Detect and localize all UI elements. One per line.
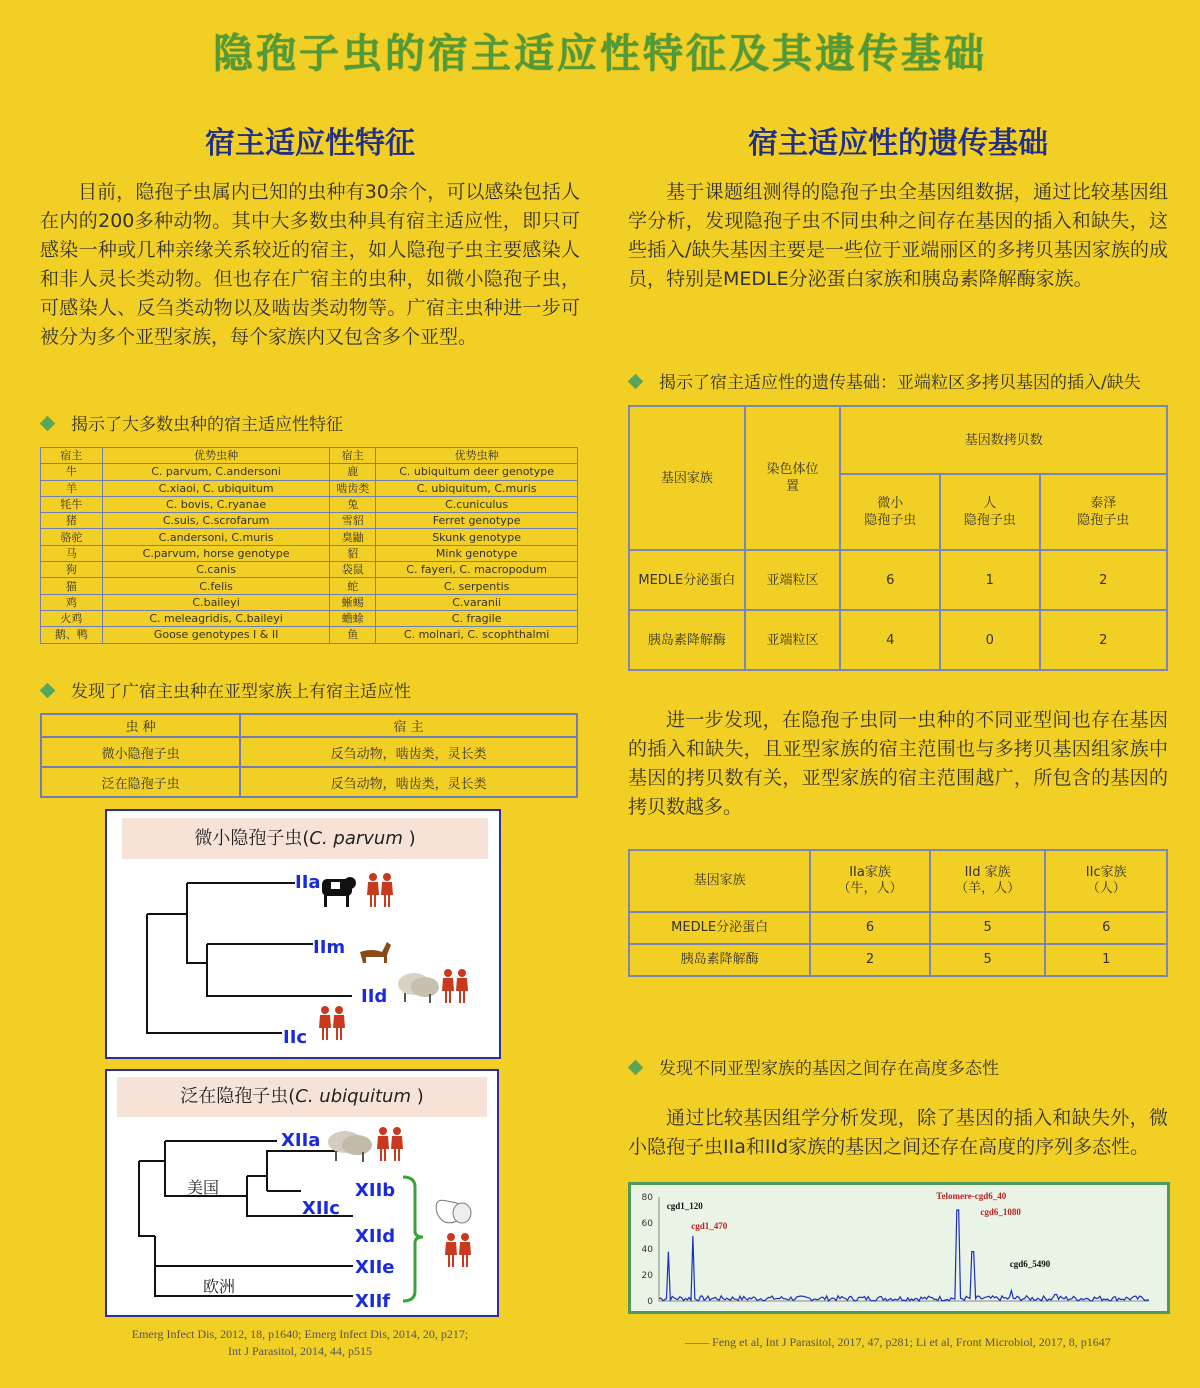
- table-cell: C. parvum, C.andersoni: [102, 464, 330, 480]
- table-row: [41, 627, 578, 643]
- table-cell: 啮齿类: [330, 480, 376, 496]
- table-header-cell: 微小 隐孢子虫: [840, 474, 940, 550]
- page-title: 隐孢子虫的宿主适应性特征及其遗传基础: [213, 31, 987, 77]
- table-row: [629, 550, 1167, 610]
- table-cell: 6: [810, 912, 930, 944]
- table-cell: 蜥蜴: [330, 594, 376, 610]
- table-cell: 1: [1045, 944, 1167, 976]
- green-bracket: [403, 1177, 423, 1301]
- right-citation: —— Feng et al, Int J Parasitol, 2017, 47, p281; Li et al, Front Microbiol, 2017, 8, p1647: [685, 1335, 1111, 1349]
- table-header-row: [629, 850, 1167, 912]
- table-header-cell: 优势虫种: [376, 448, 578, 464]
- table-cell: C. ubiquitum, C.muris: [376, 480, 578, 496]
- table-header-cell: IId 家族 （羊，人）: [930, 850, 1046, 912]
- table-cell: 猪: [41, 513, 103, 529]
- tree-title-end: ): [402, 828, 416, 849]
- table-header-cell: 人 隐孢子虫: [940, 474, 1040, 550]
- tree-title-end: ): [410, 1086, 424, 1107]
- table-cell: 反刍动物，啮齿类，灵长类: [240, 737, 577, 767]
- table-cell: 6: [1045, 912, 1167, 944]
- left-bullet-2: [42, 677, 411, 702]
- table-cell: C.parvum, horse genotype: [102, 545, 330, 561]
- table-header-cell: 优势虫种: [102, 448, 330, 464]
- table-row: [629, 944, 1167, 976]
- table-row: [41, 513, 578, 529]
- right-bullet-2-text: 发现不同亚型家族的基因之间存在高度多态性: [659, 1059, 999, 1079]
- left-bullet-1-text: 揭示了大多数虫种的宿主适应性特征: [71, 415, 343, 435]
- human-pair-icon: [317, 1004, 349, 1046]
- left-citation: [40, 1326, 560, 1360]
- table-cell: 牛: [41, 464, 103, 480]
- y-tick-label: 60: [641, 1219, 653, 1229]
- table-cell: 6: [840, 550, 940, 610]
- table-cell: 骆驼: [41, 529, 103, 545]
- diamond-bullet-icon: [628, 374, 644, 390]
- table-cell: 蛇: [330, 578, 376, 594]
- human-pair-icon: [375, 1125, 407, 1167]
- table-header-row: [41, 714, 577, 737]
- table-row: [629, 912, 1167, 944]
- table-cell: 马: [41, 545, 103, 561]
- left-bullet-1: [42, 410, 343, 435]
- table-header-cell: 虫 种: [41, 714, 240, 737]
- polymorphism-series-line: [659, 1210, 1149, 1301]
- table-row: [41, 737, 577, 767]
- table-row: [41, 610, 578, 626]
- table-cell: 2: [810, 944, 930, 976]
- peak-annotation-label: cgd1_120: [666, 1201, 703, 1211]
- table-header-row: [41, 448, 578, 464]
- table-cell: 0: [940, 610, 1040, 670]
- peak-annotation-label: cgd6_5490: [1009, 1259, 1051, 1269]
- table-cell: C.suis, C.scrofarum: [102, 513, 330, 529]
- gene-copy-table: [628, 405, 1168, 671]
- table-cell: C.xiaoi, C. ubiquitum: [102, 480, 330, 496]
- subtype-copy-table: [628, 849, 1168, 977]
- subtype-label-IIc: IIc: [283, 1027, 308, 1048]
- right-bullet-1-text: 揭示了宿主适应性的遗传基础：亚端粒区多拷贝基因的插入/缺失: [659, 373, 1141, 393]
- host-species-table: [40, 447, 578, 644]
- region-label-europe: 欧洲: [203, 1277, 236, 1296]
- subtype-label-XIIc: XIIc: [302, 1198, 340, 1219]
- table-cell: 亚端粒区: [745, 610, 841, 670]
- right-paragraph-3: 通过比较基因组学分析发现，除了基因的插入和缺失外，微小隐孢子虫IIa和IId家族的基因之间还存在高度的序列多态性。: [628, 1107, 1168, 1158]
- table-cell: C. serpentis: [376, 578, 578, 594]
- table-cell: 1: [940, 550, 1040, 610]
- table-cell: 牦牛: [41, 496, 103, 512]
- table-cell: Skunk genotype: [376, 529, 578, 545]
- sheep-icon: [328, 1131, 372, 1162]
- table-cell: Goose genotypes I & II: [102, 627, 330, 643]
- subtype-label-XIIa: XIIa: [281, 1130, 321, 1151]
- table-cell: C.baileyi: [102, 594, 330, 610]
- table-cell: C. bovis, C.ryanae: [102, 496, 330, 512]
- left-heading: 宿主适应性特征: [205, 126, 415, 161]
- right-bullet-2: [630, 1054, 999, 1079]
- table-cell: 猫: [41, 578, 103, 594]
- table-cell: 兔: [330, 496, 376, 512]
- table-cell: C.canis: [102, 562, 330, 578]
- table-cell: 4: [840, 610, 940, 670]
- table-cell: 2: [1040, 550, 1167, 610]
- table-row: [41, 594, 578, 610]
- subtype-label-IId: IId: [361, 986, 388, 1007]
- table-cell: 5: [930, 912, 1046, 944]
- subtype-label-XIIf: XIIf: [355, 1291, 391, 1312]
- table-cell: Mink genotype: [376, 545, 578, 561]
- table-cell: C.cuniculus: [376, 496, 578, 512]
- table-header-cell: 宿 主: [240, 714, 577, 737]
- table-header-cell: 宿主: [41, 448, 103, 464]
- tree-title-species: C. parvum: [309, 828, 403, 849]
- squirrel-icon: [436, 1200, 471, 1223]
- left-citation-line-2: Int J Parasitol, 2014, 44, p515: [228, 1344, 372, 1358]
- table-row: [41, 529, 578, 545]
- table-cell: C. ubiquitum deer genotype: [376, 464, 578, 480]
- polymorphism-chart-svg: [631, 1185, 1167, 1311]
- table-cell: 微小隐孢子虫: [41, 737, 240, 767]
- ubiquitum-tree-diagram: [107, 1071, 497, 1315]
- table-header-cell: IIc家族 （人）: [1045, 850, 1167, 912]
- table-cell: C. molnari, C. scophthalmi: [376, 627, 578, 643]
- table-cell: 反刍动物，啮齿类，灵长类: [240, 767, 577, 797]
- table-cell: 亚端粒区: [745, 550, 841, 610]
- table-row: [41, 464, 578, 480]
- table-cell: C.felis: [102, 578, 330, 594]
- table-cell: C. fayeri, C. macropodum: [376, 562, 578, 578]
- table-header-cell: 染色体位置: [745, 406, 841, 550]
- y-tick-label: 20: [641, 1271, 653, 1281]
- table-header-cell: 基因家族: [629, 406, 745, 550]
- ubiquitum-tree-box: [105, 1069, 499, 1317]
- subtype-label-XIIe: XIIe: [355, 1257, 395, 1278]
- subtype-label-XIIb: XIIb: [355, 1180, 396, 1201]
- table-row: [41, 480, 578, 496]
- diamond-bullet-icon: [40, 683, 56, 699]
- left-intro-paragraph: 目前，隐孢子虫属内已知的虫种有30余个，可以感染包括人在内的200多种动物。其中大多数虫种具有宿主适应性，即只可感染一种或几种亲缘关系较近的宿主，如人隐孢子虫主要感染人和非人灵长类动物。但也存在广宿主的虫种，如微小隐孢子虫，可感染人、反刍类动物以及啮齿类动物等。广宿主虫种进一步可被分为多个亚型家族，每个家族内又包含多个亚型。: [40, 181, 580, 348]
- right-intro-paragraph: 基于课题组测得的隐孢子虫全基因组数据，通过比较基因组学分析，发现隐孢子虫不同虫种之间存在基因的插入和缺失，这些插入/缺失基因主要是一些位于亚端丽区的多拷贝基因家族的成员，特别是MEDLE分泌蛋白家族和胰岛素降解酶家族。: [628, 181, 1168, 290]
- table-cell: 2: [1040, 610, 1167, 670]
- table-cell: 袋鼠: [330, 562, 376, 578]
- table-cell: 鱼: [330, 627, 376, 643]
- y-tick-label: 80: [641, 1193, 653, 1203]
- table-header-cell: IIa家族 （牛，人）: [810, 850, 930, 912]
- human-pair-icon: [443, 1231, 475, 1273]
- table-header-row: [629, 406, 1167, 474]
- table-cell: 胰岛素降解酶: [629, 610, 745, 670]
- table-cell: 雪貂: [330, 513, 376, 529]
- table-row: [41, 767, 577, 797]
- table-cell: 蟾蜍: [330, 610, 376, 626]
- table-row: [41, 562, 578, 578]
- chart-axis: [659, 1197, 1149, 1301]
- table-header-cell: 基因家族: [629, 850, 810, 912]
- y-tick-label: 0: [647, 1297, 653, 1307]
- table-cell: 5: [930, 944, 1046, 976]
- tree-title-cn: 微小隐孢子虫(: [194, 828, 310, 849]
- cow-icon: [322, 877, 356, 907]
- left-citation-line-1: Emerg Infect Dis, 2012, 18, p1640; Emerg Infect Dis, 2014, 20, p217;: [131, 1327, 469, 1341]
- table-cell: 狗: [41, 562, 103, 578]
- right-heading: 宿主适应性的遗传基础: [748, 126, 1048, 161]
- table-row: [41, 578, 578, 594]
- table-cell: MEDLE分泌蛋白: [629, 550, 745, 610]
- table-cell: C.varanii: [376, 594, 578, 610]
- diamond-bullet-icon: [40, 416, 56, 432]
- polymorphism-chart: [628, 1182, 1170, 1314]
- table-cell: C. fragile: [376, 610, 578, 626]
- horse-icon: [360, 942, 391, 963]
- table-cell: 火鸡: [41, 610, 103, 626]
- table-cell: 臭鼬: [330, 529, 376, 545]
- diamond-bullet-icon: [628, 1060, 644, 1076]
- table-cell: C. meleagridis, C.baileyi: [102, 610, 330, 626]
- table-header-cell: 宿主: [330, 448, 376, 464]
- table-cell: Ferret genotype: [376, 513, 578, 529]
- table-cell: 鹿: [330, 464, 376, 480]
- sheep-icon: [398, 973, 439, 1003]
- right-paragraph-2: 进一步发现，在隐孢子虫同一虫种的不同亚型间也存在基因的插入和缺失，且亚型家族的宿主范围也与多拷贝基因组家族中基因的拷贝数有关，亚型家族的宿主范围越广，所包含的基因的拷贝数越多。: [628, 709, 1168, 818]
- peak-annotation-label: Telomere-cgd6_40: [936, 1191, 1007, 1201]
- left-bullet-2-text: 发现了广宿主虫种在亚型家族上有宿主适应性: [71, 682, 411, 702]
- table-cell: 羊: [41, 480, 103, 496]
- tree-title-species: C. ubiquitum: [295, 1086, 411, 1107]
- subtype-label-XIId: XIId: [355, 1226, 396, 1247]
- table-cell: 泛在隐孢子虫: [41, 767, 240, 797]
- subtype-label-IIm: IIm: [313, 937, 346, 958]
- tree-title-cn: 泛在隐孢子虫(: [180, 1086, 296, 1107]
- table-cell: 鸡: [41, 594, 103, 610]
- table-cell: 貂: [330, 545, 376, 561]
- parvum-tree-diagram: [107, 811, 499, 1057]
- table-header-cell: 基因数拷贝数: [840, 406, 1167, 474]
- y-tick-label: 40: [641, 1245, 653, 1255]
- human-pair-icon: [440, 967, 472, 1009]
- subtype-label-IIa: IIa: [295, 872, 321, 893]
- table-row: [629, 610, 1167, 670]
- peak-annotation-label: cgd1_470: [691, 1221, 728, 1231]
- parvum-tree-box: [105, 809, 501, 1059]
- table-row: [41, 545, 578, 561]
- right-bullet-1: [630, 368, 1141, 393]
- peak-annotation-label: cgd6_1080: [980, 1207, 1021, 1217]
- table-header-cell: 泰泽 隐孢子虫: [1040, 474, 1167, 550]
- subtype-host-table: [40, 713, 578, 798]
- table-cell: 胰岛素降解酶: [629, 944, 810, 976]
- table-cell: 鹅、鸭: [41, 627, 103, 643]
- table-row: [41, 496, 578, 512]
- table-cell: MEDLE分泌蛋白: [629, 912, 810, 944]
- region-label-usa: 美国: [187, 1178, 220, 1197]
- human-pair-icon: [365, 871, 397, 913]
- table-cell: C.andersoni, C.muris: [102, 529, 330, 545]
